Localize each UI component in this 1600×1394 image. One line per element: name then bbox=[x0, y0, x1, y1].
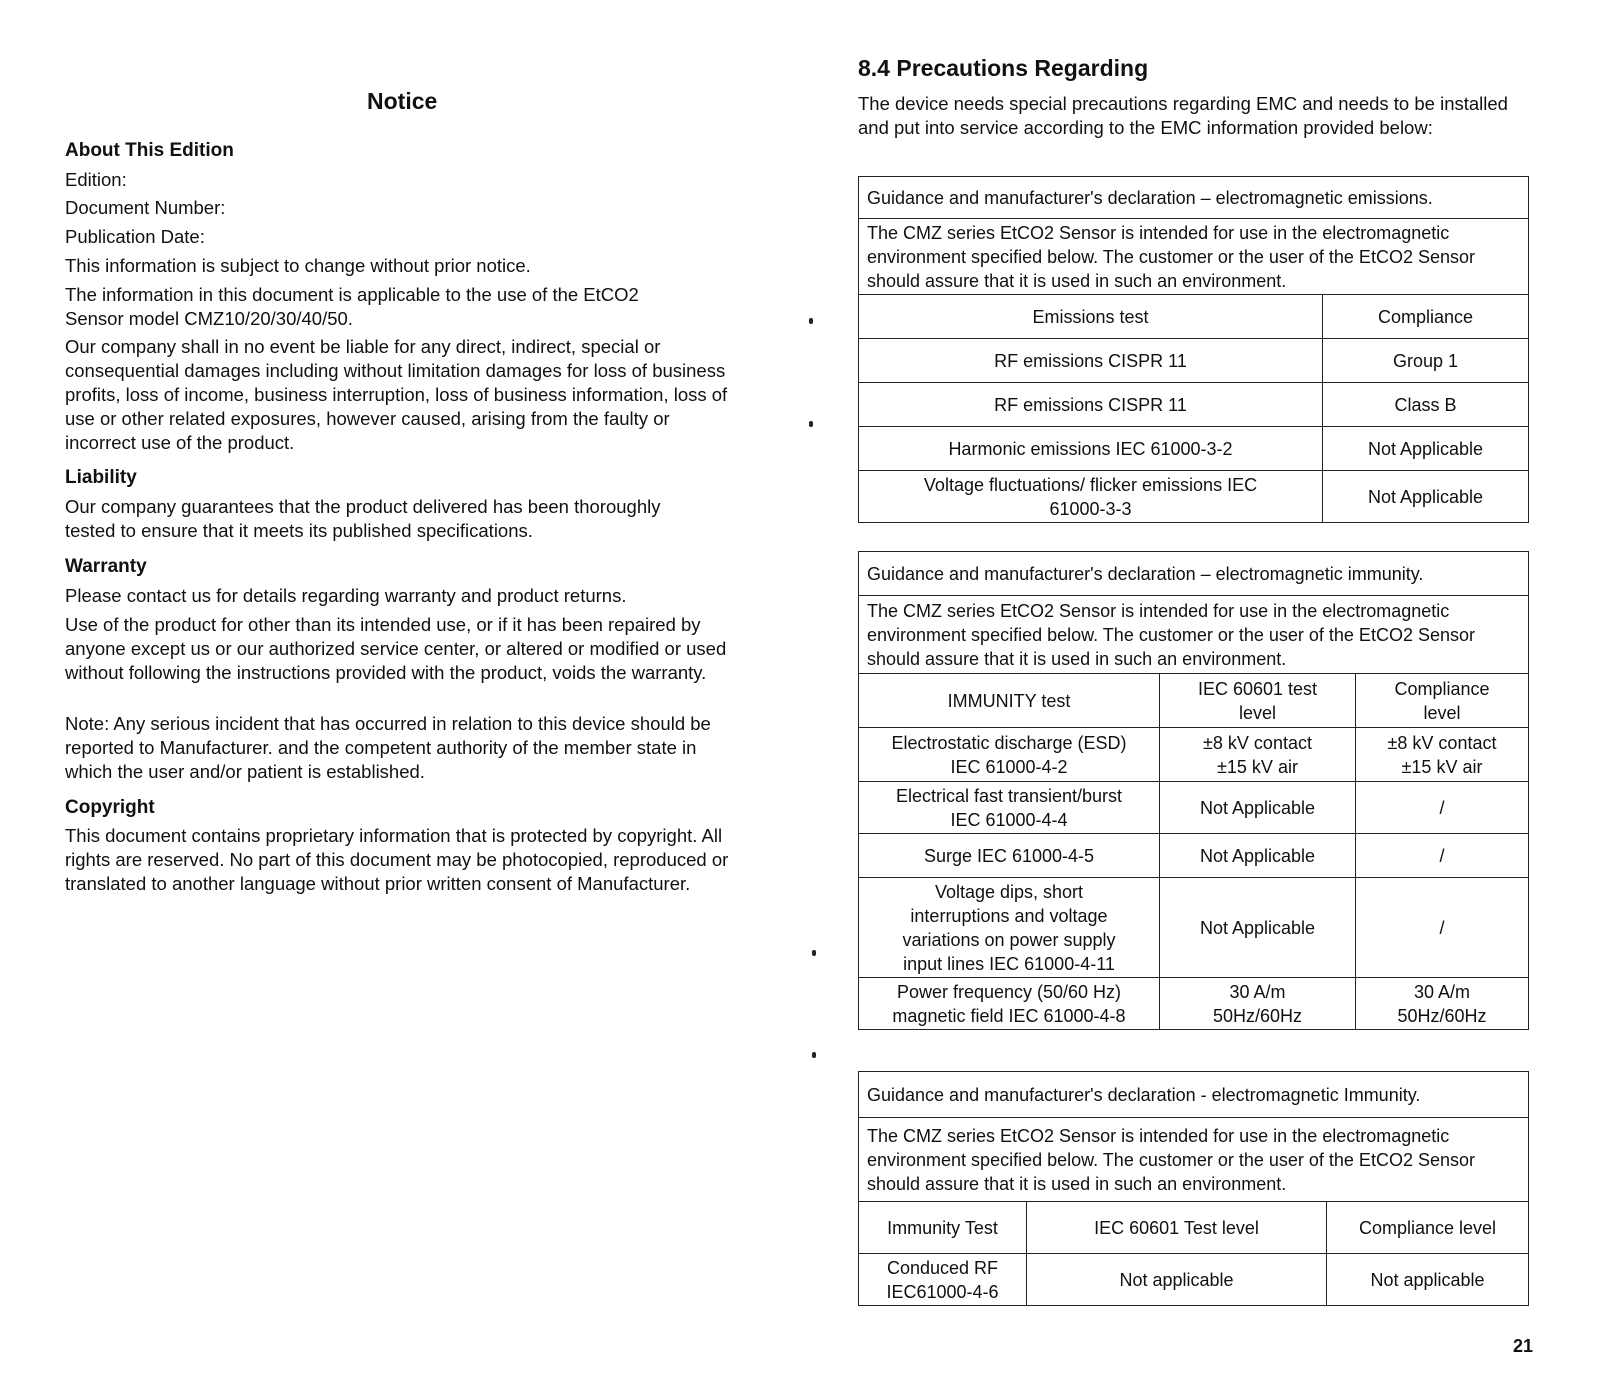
column-header: IEC 60601 Test level bbox=[1027, 1202, 1327, 1254]
table-row bbox=[859, 383, 1529, 427]
table-title-row bbox=[859, 177, 1529, 219]
table-cell: Voltage fluctuations/ flicker emissions IEC 61000-3-3 bbox=[859, 471, 1323, 523]
warranty-paragraph-2: Use of the product for other than its intended use, or if it has been repaired by anyone except us or our authorized service center, or altered or modified or used without following the instructions provided with the product, voids the warranty. bbox=[65, 614, 727, 683]
table-cell: Not Applicable bbox=[1323, 427, 1529, 471]
emissions-table bbox=[858, 176, 1529, 523]
table-header-row bbox=[859, 1202, 1529, 1254]
margin-mark bbox=[809, 421, 813, 427]
table-cell: Not applicable bbox=[1027, 1254, 1327, 1306]
column-header: Immunity Test bbox=[859, 1202, 1027, 1254]
column-header: Emissions test bbox=[859, 295, 1323, 339]
table-row bbox=[859, 471, 1529, 523]
warranty-note: Note: Any serious incident that has occurred in relation to this device should be reported to Manufacturer. and the competent authority of the member state in which the user and/or patient is established. bbox=[65, 713, 711, 782]
column-header: Compliance level bbox=[1327, 1202, 1529, 1254]
publication-date-label: Publication Date: bbox=[65, 226, 205, 247]
table-intro: The CMZ series EtCO2 Sensor is intended for use in the electromagnetic environment specified below. The customer or the user of the EtCO2 Sensor should assure that it is used in such an environment. bbox=[859, 596, 1529, 674]
margin-mark bbox=[812, 950, 816, 956]
table-row bbox=[859, 339, 1529, 383]
table-cell: 30 A/m 50Hz/60Hz bbox=[1356, 978, 1529, 1030]
about-paragraph-3: Our company shall in no event be liable for any direct, indirect, special or consequential damages including without limitation damages for loss of business profits, loss of income, business interruption, loss of business information, loss of use or other related exposures, however caused, arising from the faulty or incorrect use of the product. bbox=[65, 336, 728, 453]
table-cell: Not Applicable bbox=[1160, 834, 1356, 878]
table-row bbox=[859, 834, 1529, 878]
table-header-row bbox=[859, 674, 1529, 728]
table-intro-row bbox=[859, 219, 1529, 295]
table-cell: Not Applicable bbox=[1160, 782, 1356, 834]
liability-paragraph: Our company guarantees that the product delivered has been thoroughly tested to ensure that it meets its published specifications. bbox=[65, 496, 661, 541]
immunity-table bbox=[858, 551, 1529, 1030]
table-cell: Electrostatic discharge (ESD) IEC 61000-4-2 bbox=[859, 728, 1160, 782]
table-cell: Electrical fast transient/burst IEC 61000-4-4 bbox=[859, 782, 1160, 834]
table-title: Guidance and manufacturer's declaration – electromagnetic emissions. bbox=[859, 177, 1529, 219]
section-intro: The device needs special precautions regarding EMC and needs to be installed and put into service according to the EMC information provided below: bbox=[858, 93, 1508, 138]
table-title-row bbox=[859, 552, 1529, 596]
table-intro: The CMZ series EtCO2 Sensor is intended for use in the electromagnetic environment specified below. The customer or the user of the EtCO2 Sensor should assure that it is used in such an environment. bbox=[859, 219, 1529, 295]
table-title-row bbox=[859, 1072, 1529, 1118]
table-cell: Not Applicable bbox=[1323, 471, 1529, 523]
table-row bbox=[859, 1254, 1529, 1306]
table-cell: Not applicable bbox=[1327, 1254, 1529, 1306]
table-row bbox=[859, 878, 1529, 978]
edition-label: Edition: bbox=[65, 169, 127, 190]
column-header: Compliance bbox=[1323, 295, 1529, 339]
table-cell: Harmonic emissions IEC 61000-3-2 bbox=[859, 427, 1323, 471]
copyright-paragraph: This document contains proprietary information that is protected by copyright. All rights are reserved. No part of this document may be photocopied, reproduced or translated to another language without prior written consent of Manufacturer. bbox=[65, 825, 729, 894]
section-title: 8.4 Precautions Regarding bbox=[858, 55, 1149, 81]
table-cell: / bbox=[1356, 878, 1529, 978]
table-intro: The CMZ series EtCO2 Sensor is intended for use in the electromagnetic environment specified below. The customer or the user of the EtCO2 Sensor should assure that it is used in such an environment. bbox=[859, 1118, 1529, 1202]
about-paragraph-2: The information in this document is applicable to the use of the EtCO2 Sensor model CMZ10/20/30/40/50. bbox=[65, 284, 639, 329]
table-cell: ±8 kV contact ±15 kV air bbox=[1160, 728, 1356, 782]
table-cell: RF emissions CISPR 11 bbox=[859, 339, 1323, 383]
margin-mark bbox=[809, 318, 813, 324]
table-cell: Surge IEC 61000-4-5 bbox=[859, 834, 1160, 878]
table-cell: Conduced RF IEC61000-4-6 bbox=[859, 1254, 1027, 1306]
table-intro-row bbox=[859, 596, 1529, 674]
copyright-heading: Copyright bbox=[65, 797, 155, 818]
table-header-row bbox=[859, 295, 1529, 339]
table-title: Guidance and manufacturer's declaration - electromagnetic Immunity. bbox=[859, 1072, 1529, 1118]
warranty-paragraph-1: Please contact us for details regarding warranty and product returns. bbox=[65, 585, 627, 606]
document-number-label: Document Number: bbox=[65, 197, 226, 218]
column-header: Compliance level bbox=[1356, 674, 1529, 728]
table-row bbox=[859, 782, 1529, 834]
margin-mark bbox=[812, 1052, 816, 1058]
about-heading: About This Edition bbox=[65, 140, 234, 161]
page-title: Notice bbox=[367, 88, 438, 114]
table-cell: Not Applicable bbox=[1160, 878, 1356, 978]
page-number: 21 bbox=[1513, 1336, 1534, 1356]
table-cell: 30 A/m 50Hz/60Hz bbox=[1160, 978, 1356, 1030]
table-row bbox=[859, 728, 1529, 782]
table-cell: Power frequency (50/60 Hz) magnetic field IEC 61000-4-8 bbox=[859, 978, 1160, 1030]
table-intro-row bbox=[859, 1118, 1529, 1202]
table-cell: / bbox=[1356, 782, 1529, 834]
table-cell: Class B bbox=[1323, 383, 1529, 427]
table-cell: Voltage dips, short interruptions and voltage variations on power supply input lines IEC 61000-4-11 bbox=[859, 878, 1160, 978]
table-cell: Group 1 bbox=[1323, 339, 1529, 383]
warranty-heading: Warranty bbox=[65, 556, 147, 577]
about-paragraph-1: This information is subject to change without prior notice. bbox=[65, 255, 531, 276]
table-title: Guidance and manufacturer's declaration – electromagnetic immunity. bbox=[859, 552, 1529, 596]
table-cell: RF emissions CISPR 11 bbox=[859, 383, 1323, 427]
table-cell: ±8 kV contact ±15 kV air bbox=[1356, 728, 1529, 782]
conducted-rf-table bbox=[858, 1071, 1529, 1306]
column-header: IEC 60601 test level bbox=[1160, 674, 1356, 728]
table-row bbox=[859, 427, 1529, 471]
table-cell: / bbox=[1356, 834, 1529, 878]
column-header: IMMUNITY test bbox=[859, 674, 1160, 728]
table-row bbox=[859, 978, 1529, 1030]
liability-heading: Liability bbox=[65, 467, 137, 488]
